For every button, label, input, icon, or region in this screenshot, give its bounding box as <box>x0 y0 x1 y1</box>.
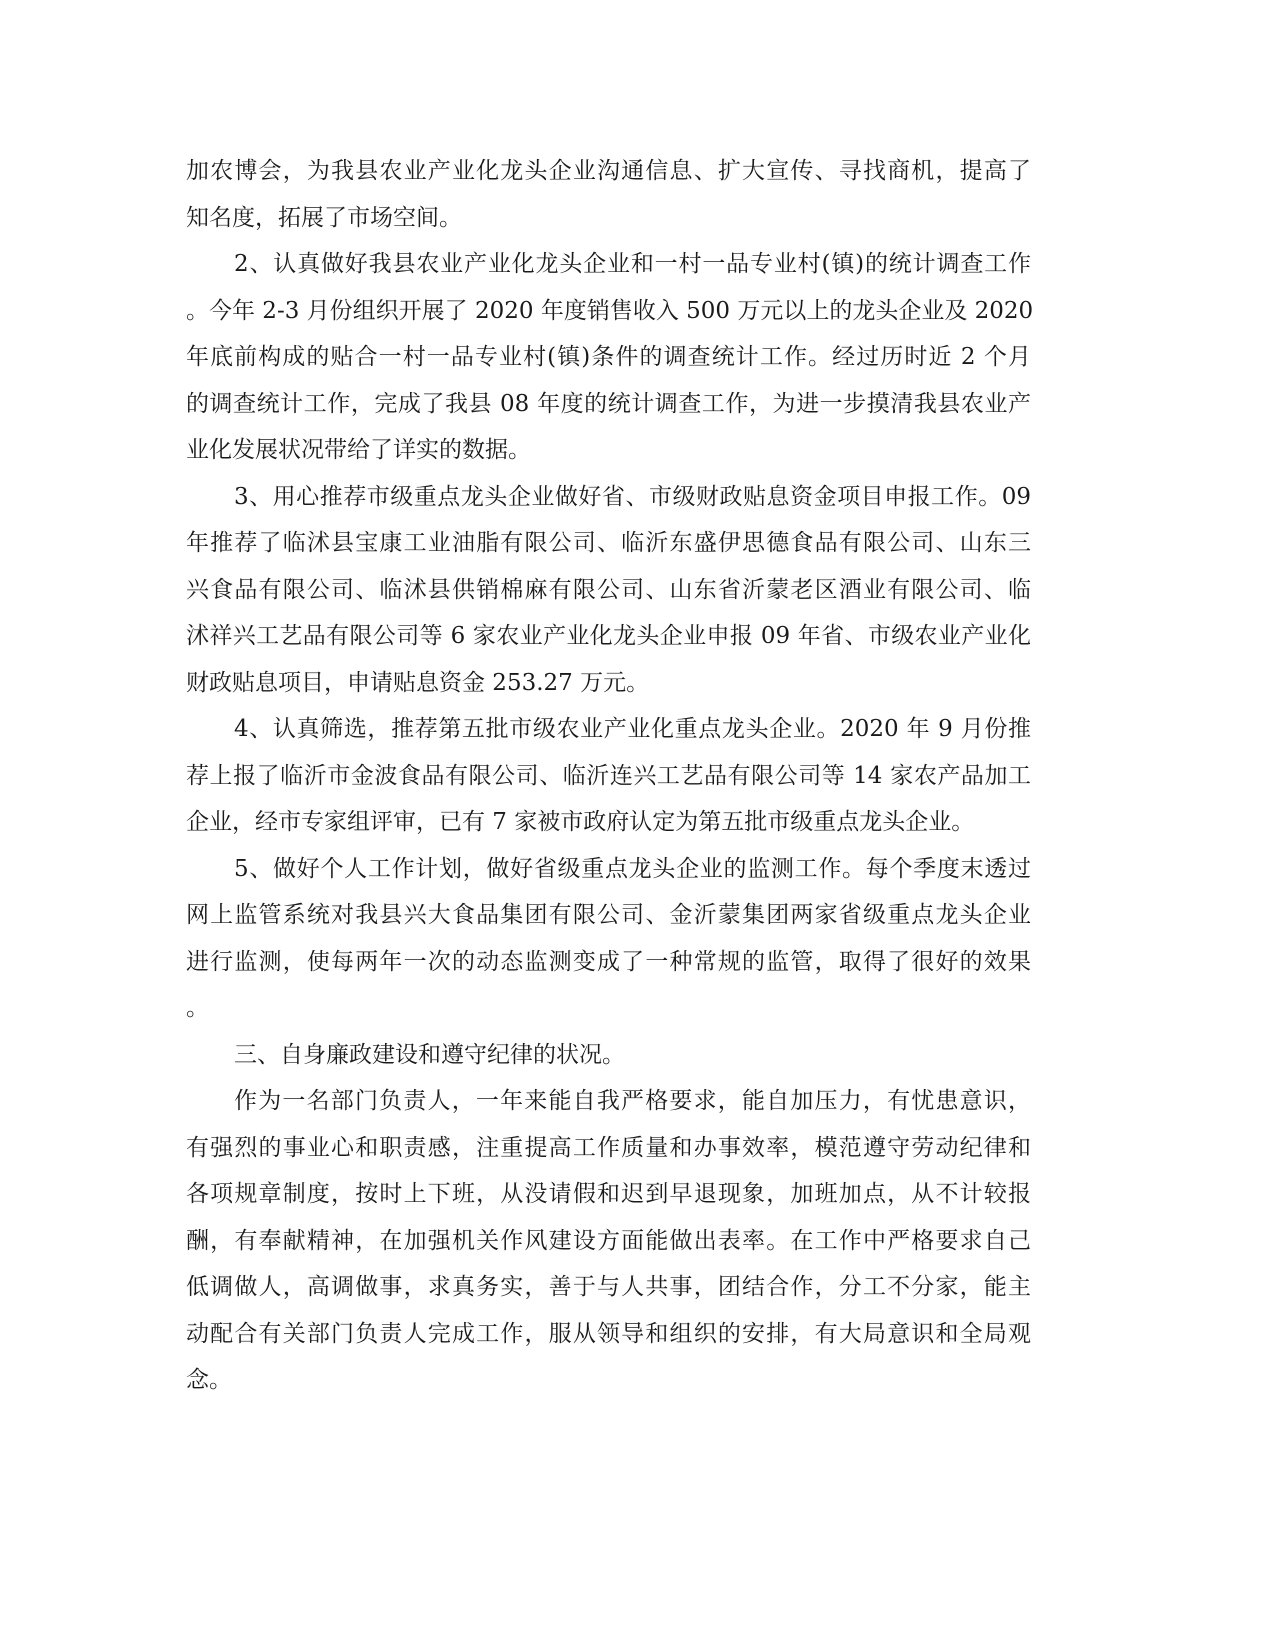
text-line: 年推荐了临沭县宝康工业油脂有限公司、临沂东盛伊思德食品有限公司、山东三 <box>186 530 1031 556</box>
text-line: 业化发展状况带给了详实的数据。 <box>186 437 531 463</box>
text-line: 各项规章制度，按时上下班，从没请假和迟到早退现象，加班加点，从不计较报 <box>186 1181 1031 1207</box>
text-line: 财政贴息项目，申请贴息资金 253.27 万元。 <box>186 669 650 696</box>
text-line: 动配合有关部门负责人完成工作，服从领导和组织的安排，有大局意识和全局观 <box>186 1320 1031 1347</box>
text-line: 念。 <box>186 1367 232 1393</box>
text-line: 2、认真做好我县农业产业化龙头企业和一村一品专业村(镇)的统计调查工作 <box>234 251 1031 277</box>
text-line: 企业，经市专家组评审，已有 7 家被市政府认定为第五批市级重点龙头企业。 <box>186 809 975 835</box>
text-line: 知名度，拓展了市场空间。 <box>186 204 462 231</box>
text-line: 网上监管系统对我县兴大食品集团有限公司、金沂蒙集团两家省级重点龙头企业 <box>186 902 1031 928</box>
text-line: 进行监测，使每两年一次的动态监测变成了一种常规的监管，取得了很好的效果 <box>186 948 1031 975</box>
document-body <box>186 148 1034 1404</box>
text-line: 三、自身廉政建设和遵守纪律的状况。 <box>234 1041 625 1068</box>
text-line: 作为一名部门负责人，一年来能自我严格要求，能自加压力，有忧患意识， <box>234 1088 1031 1114</box>
text-line: 。今年 2-3 月份组织开展了 2020 年度销售收入 500 万元以上的龙头企业及 2020 <box>186 297 1034 324</box>
text-line: 5、做好个人工作计划，做好省级重点龙头企业的监测工作。每个季度末透过 <box>234 855 1031 882</box>
text-line: 3、用心推荐市级重点龙头企业做好省、市级财政贴息资金项目申报工作。09 <box>234 483 1031 510</box>
text-line: 酬，有奉献精神，在加强机关作风建设方面能做出表率。在工作中严格要求自己 <box>186 1227 1031 1254</box>
text-line: 4、认真筛选，推荐第五批市级农业产业化重点龙头企业。2020 年 9 月份推 <box>234 716 1031 742</box>
text-line: 有强烈的事业心和职责感，注重提高工作质量和办事效率，模范遵守劳动纪律和 <box>186 1134 1031 1161</box>
text-line: 年底前构成的贴合一村一品专业村(镇)条件的调查统计工作。经过历时近 2 个月 <box>186 344 1031 370</box>
text-line: 荐上报了临沂市金波食品有限公司、临沂连兴工艺品有限公司等 14 家农产品加工 <box>186 762 1031 789</box>
text-line: 加农博会，为我县农业产业化龙头企业沟通信息、扩大宣传、寻找商机，提高了 <box>186 158 1031 184</box>
text-line: 低调做人，高调做事，求真务实，善于与人共事，团结合作，分工不分家，能主 <box>186 1274 1031 1300</box>
text-line: 沭祥兴工艺品有限公司等 6 家农业产业化龙头企业申报 09 年省、市级农业产业化 <box>186 623 1031 649</box>
text-line: 的调查统计工作，完成了我县 08 年度的统计调查工作，为进一步摸清我县农业产 <box>186 390 1031 417</box>
text-line: 兴食品有限公司、临沭县供销棉麻有限公司、山东省沂蒙老区酒业有限公司、临 <box>186 576 1031 603</box>
text-line: 。 <box>186 995 209 1021</box>
